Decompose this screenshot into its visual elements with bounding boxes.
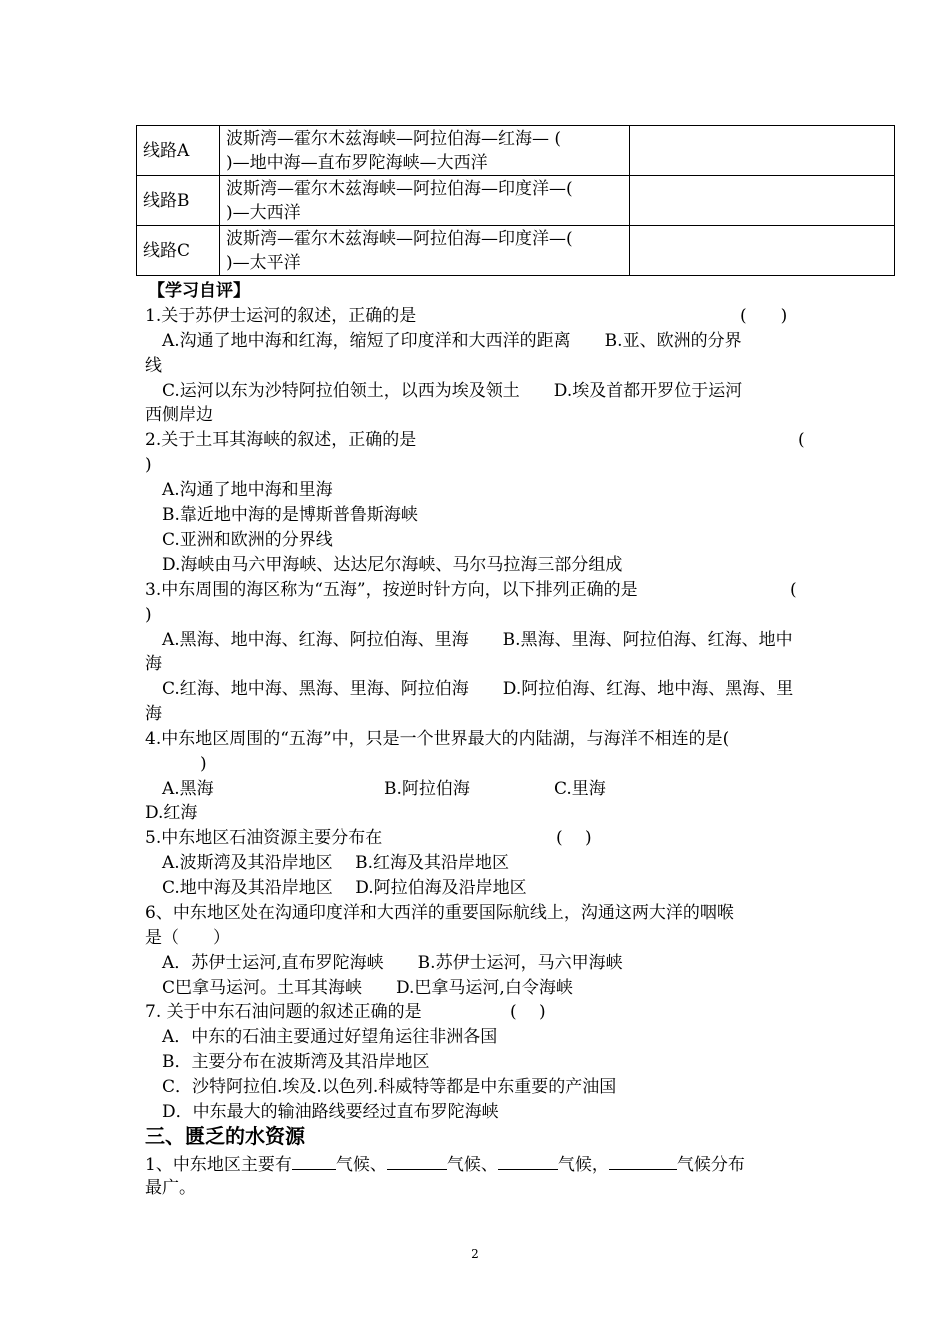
question-3-options: A.黑海、地中海、红海、阿拉伯海、里海 B.黑海、里海、阿拉伯海、红海、地中	[162, 630, 793, 650]
question-1-options: 西侧岸边	[145, 405, 213, 425]
route-description: 波斯湾—霍尔木兹海峡—阿拉伯海—印度洋—( )—大西洋	[220, 176, 630, 226]
question-7-option-b: B．主要分布在波斯湾及其沿岸地区	[162, 1052, 430, 1072]
route-description: 波斯湾—霍尔木兹海峡—阿拉伯海—红海— ( )—地中海—直布罗陀海峡—大西洋	[220, 126, 630, 176]
question-3-options: C.红海、地中海、黑海、里海、阿拉伯海 D.阿拉伯海、红海、地中海、黑海、里	[162, 679, 794, 699]
route-label: 线路A	[137, 126, 220, 176]
question-3-stem: 3.中东周围的海区称为“五海”，按逆时针方向，以下排列正确的是	[145, 580, 638, 600]
fill-blank[interactable]	[609, 1151, 677, 1170]
question-3-answer-paren-open[interactable]: (	[790, 580, 797, 600]
question-6-options: A．苏伊士运河,直布罗陀海峡 B.苏伊士运河，马六甲海峡	[162, 953, 623, 973]
self-eval-heading: 【学习自评】	[148, 281, 250, 301]
route-answer-cell[interactable]	[630, 176, 895, 226]
question-5-answer-paren[interactable]: ( )	[556, 828, 592, 848]
question-5-stem: 5.中东地区石油资源主要分布在	[145, 828, 383, 848]
table-row	[137, 176, 895, 226]
route-description: 波斯湾—霍尔木兹海峡—阿拉伯海—印度洋—( )—太平洋	[220, 226, 630, 276]
question-7-option-c: C．沙特阿拉伯.埃及.以色列.科威特等都是中东重要的产油国	[162, 1077, 617, 1097]
question-6-options: C巴拿马运河。土耳其海峡 D.巴拿马运河,白令海峡	[162, 978, 573, 998]
water-question-1-continued: 最广。	[145, 1178, 196, 1198]
route-answer-cell[interactable]	[630, 126, 895, 176]
question-7-stem: 7. 关于中东石油问题的叙述正确的是	[145, 1002, 422, 1022]
question-2-answer-paren-close: )	[145, 455, 152, 475]
routes-table	[136, 125, 895, 276]
water-question-1: 1、中东地区主要有 气候、 气候、 气候， 气候分布	[145, 1151, 745, 1177]
question-4-option-a: A.黑海	[162, 779, 214, 799]
section-3-title: 三、匮乏的水资源	[145, 1124, 305, 1148]
question-3-answer-paren-close: )	[145, 605, 152, 625]
question-1-stem: 1.关于苏伊士运河的叙述，正确的是	[145, 306, 417, 326]
question-4-option-d: D.红海	[145, 803, 198, 823]
question-2-answer-paren-open[interactable]: (	[798, 430, 805, 450]
question-5-options: C.地中海及其沿岸地区 D.阿拉伯海及沿岸地区	[162, 878, 527, 898]
fill-blank[interactable]	[292, 1151, 336, 1170]
question-1-options: C.运河以东为沙特阿拉伯领土，以西为埃及领土 D.埃及首都开罗位于运河	[162, 381, 743, 401]
table-row	[137, 226, 895, 276]
question-4-option-c: C.里海	[554, 779, 606, 799]
route-label: 线路C	[137, 226, 220, 276]
question-3-options: 海	[145, 704, 162, 724]
fill-blank[interactable]	[498, 1151, 558, 1170]
question-4-answer-paren-close[interactable]: )	[200, 754, 207, 774]
fill-blank[interactable]	[387, 1151, 447, 1170]
question-3-options: 海	[145, 654, 162, 674]
question-2-option-a: A.沟通了地中海和里海	[162, 480, 333, 500]
question-2-stem: 2.关于土耳其海峡的叙述，正确的是	[145, 430, 417, 450]
question-2-option-c: C.亚洲和欧洲的分界线	[162, 530, 333, 550]
page-number: 2	[471, 1247, 479, 1261]
question-4-stem: 4.中东地区周围的“五海”中，只是一个世界最大的内陆湖，与海洋不相连的是(	[145, 729, 730, 749]
question-7-option-a: A．中东的石油主要通过好望角运往非洲各国	[162, 1027, 498, 1047]
question-6-stem: 6、中东地区处在沟通印度洋和大西洋的重要国际航线上，沟通这两大洋的咽喉	[145, 903, 734, 923]
table-row	[137, 126, 895, 176]
question-4-option-b: B.阿拉伯海	[384, 779, 470, 799]
question-1-options: A.沟通了地中海和红海，缩短了印度洋和大西洋的距离 B.亚、欧洲的分界	[162, 331, 742, 351]
question-1-answer-paren[interactable]: ( )	[740, 306, 788, 326]
route-label: 线路B	[137, 176, 220, 226]
question-2-option-b: B.靠近地中海的是博斯普鲁斯海峡	[162, 505, 418, 525]
route-answer-cell[interactable]	[630, 226, 895, 276]
question-2-option-d: D.海峡由马六甲海峡、达达尼尔海峡、马尔马拉海三部分组成	[162, 555, 623, 575]
question-7-option-d: D．中东最大的输油路线要经过直布罗陀海峡	[162, 1102, 499, 1122]
question-7-answer-paren[interactable]: ( )	[510, 1002, 546, 1022]
question-6-stem[interactable]: 是（ ）	[145, 928, 230, 948]
question-1-options: 线	[145, 356, 162, 376]
question-5-options: A.波斯湾及其沿岸地区 B.红海及其沿岸地区	[162, 853, 509, 873]
